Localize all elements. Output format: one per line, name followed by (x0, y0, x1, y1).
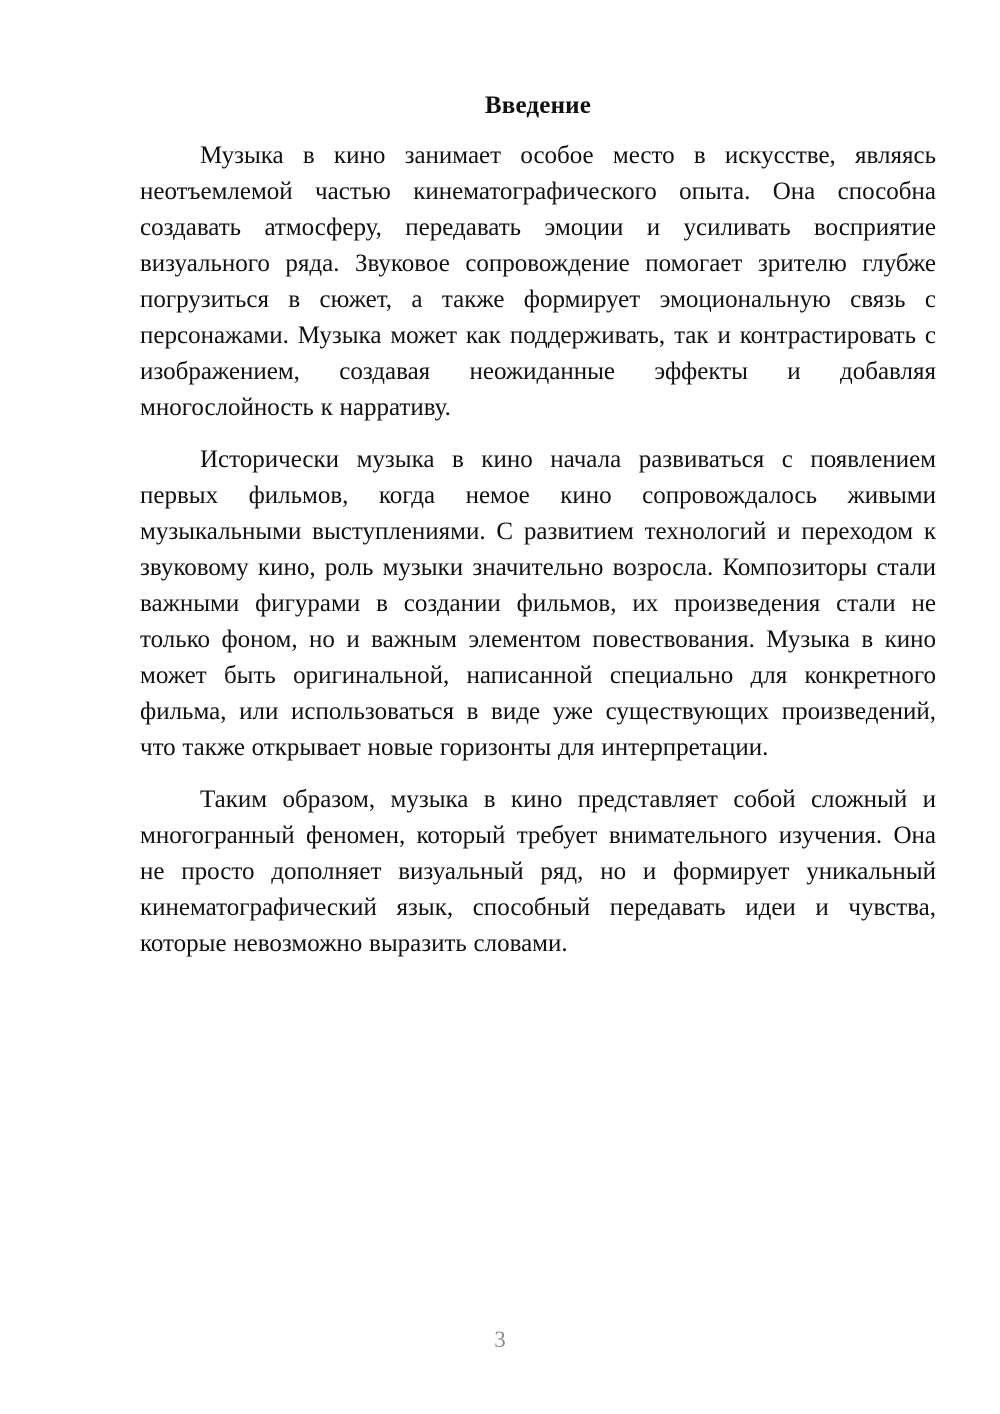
body-paragraph: Исторически музыка в кино начала развиваться с появлением первых фильмов, когда немое кино сопровождалось живыми музыкальными выступлениями. С развитием технологий и переходом к звуковому кино, роль музыки значительно возросла. Композиторы стали важными фигурами в создании фильмов, их произведения стали не только фоном, но и важным элементом повествования. Музыка в кино может быть оригинальной, написанной специально для конкретного фильма, или использоваться в виде уже существующих произведений, что также открывает новые горизонты для интерпретации. (140, 446, 936, 761)
page-content (140, 88, 936, 962)
page-number: 3 (494, 1327, 506, 1352)
body-paragraph: Музыка в кино занимает особое место в искусстве, являясь неотъемлемой частью кинематографического опыта. Она способна создавать атмосферу, передавать эмоции и усиливать восприятие визуального ряда. Звуковое сопровождение помогает зрителю глубже погрузиться в сюжет, а также формирует эмоциональную связь с персонажами. Музыка может как поддерживать, так и контрастировать с изображением, создавая неожиданные эффекты и добавляя многослойность к нарративу. (140, 142, 936, 421)
page-title: Введение (484, 92, 592, 119)
body-paragraph: Таким образом, музыка в кино представляет собой сложный и многогранный феномен, который требует внимательного изучения. Она не просто дополняет визуальный ряд, но и формирует уникальный кинематографический язык, способный передавать идеи и чувства, которые невозможно выразить словами. (140, 786, 936, 957)
